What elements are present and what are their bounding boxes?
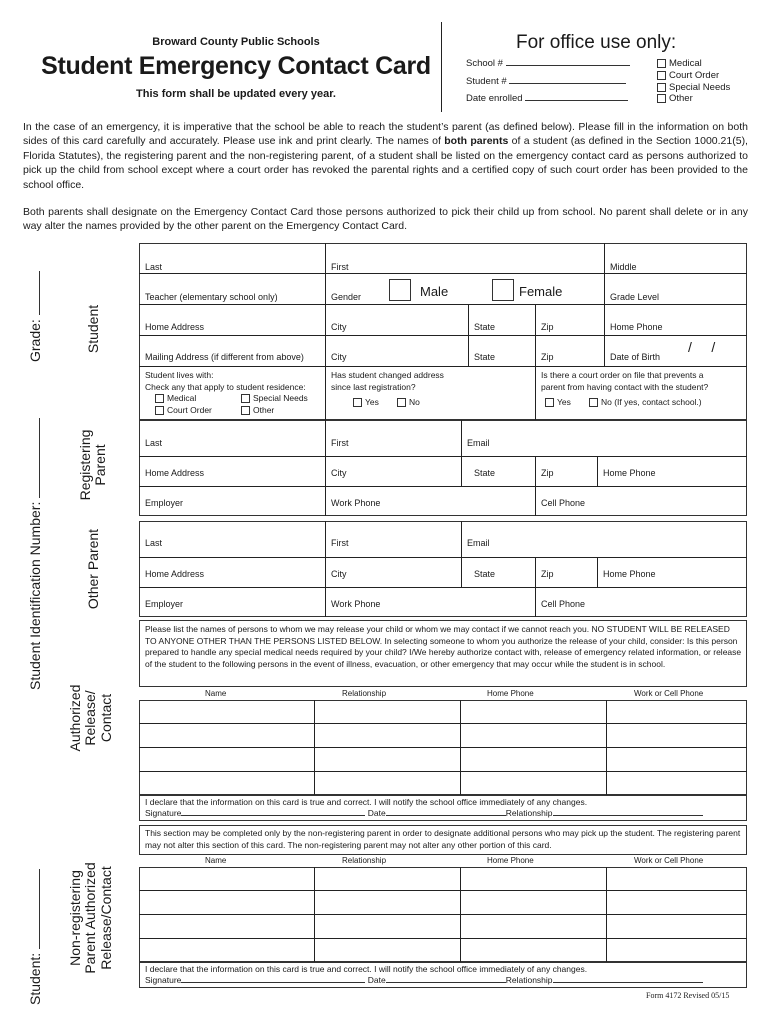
- student-mailing-label: Mailing Address (if different from above): [145, 352, 304, 362]
- student-grade-level-label: Grade Level: [610, 292, 660, 302]
- res-check-medical[interactable]: Medical: [155, 393, 241, 405]
- student-first-label: First: [331, 262, 349, 272]
- section-student-label: Student: [85, 304, 101, 354]
- nonreg-signature-line[interactable]: Signature Date Relationship: [145, 975, 703, 987]
- section-authorized-label: Authorized Release/ Contact: [67, 684, 114, 752]
- student-home-address-label: Home Address: [145, 322, 205, 332]
- nonreg-instructions: This section may be completed only by the non-registering parent in order to designate additional persons who may pick up the student. The registering parent may not alter this section of this card. The non-registering parent may not alter any other portion of this card.: [145, 828, 741, 850]
- checkbox[interactable]: [657, 71, 666, 80]
- reg-zip-label: Zip: [541, 468, 554, 478]
- nonreg-col-home-phone: Home Phone: [487, 856, 534, 865]
- reg-last-label: Last: [145, 438, 163, 448]
- side-student-id-label: Student Identification Number:: [28, 390, 43, 690]
- reg-email-label: Email: [467, 438, 490, 448]
- student-teacher-label: Teacher (elementary school only): [145, 292, 278, 302]
- other-parent-block: [139, 521, 747, 617]
- res-check-other[interactable]: Other: [241, 405, 274, 415]
- other-email-label: Email: [467, 538, 490, 548]
- other-last-label: Last: [145, 538, 163, 548]
- intro-paragraph-2: Both parents shall designate on the Emergency Contact Card those persons authorized to pick their child up from school. No parent shall delete or in any way alter the names provided by the other parent on the Emergency Contact Card.: [23, 206, 748, 233]
- header-divider: [441, 22, 442, 112]
- address-changed-question: Has student changed address since last registration? Yes No: [331, 370, 444, 407]
- student-last-label: Last: [145, 262, 163, 272]
- other-work-phone-label: Work Phone: [331, 599, 381, 609]
- office-school-field[interactable]: [466, 58, 630, 69]
- changed-no[interactable]: No: [397, 397, 420, 407]
- student-dob-label: Date of Birth: [610, 352, 661, 362]
- office-student-field[interactable]: [466, 76, 626, 87]
- authorized-instructions: Please list the names of persons to whom we may release your child or whom we may contact if we cannot reach you. NO STUDENT WILL BE RELEASED TO ANYONE OTHER THAN THE PERSONS LISTED BELOW. In selecting someone to whom you authorize the release of your child, consider: Is this person prepared to handle any special medical needs required by your child? I/We hereby authorize contact with, release of emergency related information, or release of the student to the following persons in the event of illness, evacuation, or other emergency that may occur while the student is in school.: [145, 624, 742, 669]
- subtitle: This form shall be updated every year.: [136, 88, 336, 100]
- nonreg-col-work-phone: Work or Cell Phone: [634, 856, 704, 865]
- office-date-field[interactable]: [466, 93, 628, 104]
- student-state-label: State: [474, 322, 496, 332]
- auth-col-name: Name: [205, 689, 227, 698]
- student-gender-label: Gender: [331, 292, 362, 302]
- dob-slashes: / /: [688, 339, 716, 355]
- court-no[interactable]: No (If yes, contact school.): [589, 397, 702, 407]
- other-city-label: City: [331, 569, 347, 579]
- student-residence-section: Student lives with: Check any that apply to student residence: Medical Special Needs Court Order Other: [145, 370, 308, 415]
- reg-home-phone-label: Home Phone: [603, 468, 656, 478]
- checkbox[interactable]: [657, 94, 666, 103]
- male-label: Male: [420, 284, 449, 299]
- office-check-court-order[interactable]: Court Order: [657, 70, 730, 82]
- student-zip-label: Zip: [541, 322, 554, 332]
- auth-col-home-phone: Home Phone: [487, 689, 534, 698]
- reg-employer-label: Employer: [145, 498, 184, 508]
- district-name: Broward County Public Schools: [152, 36, 320, 48]
- section-registering-label: Registering Parent: [77, 429, 109, 501]
- student-city-label: City: [331, 322, 347, 332]
- student-mail-city-label: City: [331, 352, 347, 362]
- student-mail-state-label: State: [474, 352, 496, 362]
- female-label: Female: [519, 284, 563, 299]
- section-other-parent-label: Other Parent: [85, 528, 101, 610]
- reg-work-phone-label: Work Phone: [331, 498, 381, 508]
- court-yes[interactable]: Yes: [545, 397, 589, 409]
- office-check-special-needs[interactable]: Special Needs: [657, 82, 730, 94]
- student-middle-label: Middle: [610, 262, 637, 272]
- office-date-label: Date enrolled: [466, 93, 523, 104]
- other-zip-label: Zip: [541, 569, 554, 579]
- intro-paragraph-1: In the case of an emergency, it is imperative that the school be able to reach the student’s parent (as defined below). Please fill in the information on both sides of this card carefully and accurately. Please use ink and print clearly. The names of both parents of a student (as defined in the Section 1000.21(5), Florida Statutes), the registering parent and the non-registering parent, of a student shall be listed on the emergency contact card as persons authorized to pick up the child from school except where a court order has revoked the parental rights and a certified copy of such court order has been provided to the school office.: [23, 121, 748, 191]
- office-checklist: [657, 58, 730, 105]
- auth-col-work-phone: Work or Cell Phone: [634, 689, 704, 698]
- other-employer-label: Employer: [145, 599, 184, 609]
- checkbox[interactable]: [657, 83, 666, 92]
- registering-parent-block: [139, 420, 747, 516]
- form-number: Form 4172 Revised 05/15: [646, 991, 730, 1000]
- section-nonreg-label: Non-registering Parent Authorized Release/Contact: [67, 862, 114, 974]
- reg-state-label: State: [474, 468, 496, 478]
- res-check-special-needs[interactable]: Special Needs: [241, 393, 308, 403]
- nonreg-col-relationship: Relationship: [342, 856, 387, 865]
- side-student-label: Student:: [28, 845, 43, 1005]
- student-home-phone-label: Home Phone: [610, 322, 663, 332]
- side-grade-label: Grade:: [28, 262, 43, 362]
- res-check-court-order[interactable]: Court Order: [155, 405, 241, 417]
- office-check-medical[interactable]: Medical: [657, 58, 730, 70]
- reg-cell-phone-label: Cell Phone: [541, 498, 586, 508]
- student-mail-zip-label: Zip: [541, 352, 554, 362]
- other-home-address-label: Home Address: [145, 569, 205, 579]
- female-checkbox[interactable]: [492, 279, 514, 301]
- other-state-label: State: [474, 569, 496, 579]
- authorized-signature-line[interactable]: Signature Date Relationship: [145, 808, 703, 820]
- court-order-question: Is there a court order on file that prevents a parent from having contact with the student? Yes No (If yes, contact school.): [541, 370, 709, 407]
- office-check-other[interactable]: Other: [657, 93, 730, 105]
- nonreg-col-name: Name: [205, 856, 227, 865]
- other-cell-phone-label: Cell Phone: [541, 599, 586, 609]
- reg-home-address-label: Home Address: [145, 468, 205, 478]
- office-school-label: School #: [466, 58, 503, 69]
- reg-first-label: First: [331, 438, 349, 448]
- other-first-label: First: [331, 538, 349, 548]
- office-student-label: Student #: [466, 76, 507, 87]
- other-home-phone-label: Home Phone: [603, 569, 656, 579]
- checkbox[interactable]: [657, 59, 666, 68]
- nonreg-declaration: I declare that the information on this card is true and correct. I will notify the school office immediately of any changes.: [145, 964, 588, 974]
- male-checkbox[interactable]: [389, 279, 411, 301]
- page-title: Student Emergency Contact Card: [41, 52, 431, 80]
- office-title: For office use only:: [516, 32, 677, 53]
- auth-col-relationship: Relationship: [342, 689, 387, 698]
- reg-city-label: City: [331, 468, 347, 478]
- authorized-declaration: I declare that the information on this card is true and correct. I will notify the school office immediately of any changes.: [145, 797, 588, 807]
- changed-yes[interactable]: Yes: [353, 397, 397, 409]
